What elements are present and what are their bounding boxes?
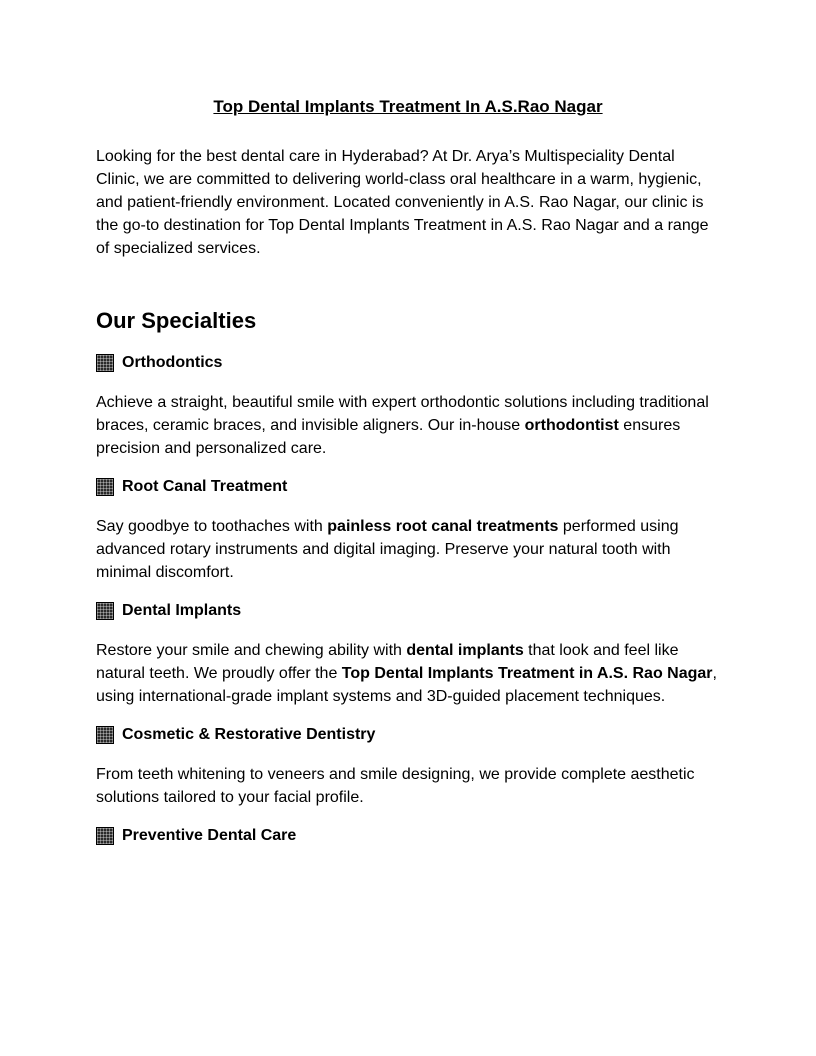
grid-square-icon xyxy=(96,726,114,744)
specialty-heading-label: Dental Implants xyxy=(122,602,242,619)
bold-phrase: orthodontist xyxy=(524,417,619,434)
text-run: Say goodbye to toothaches with xyxy=(96,518,328,535)
specialty-item xyxy=(96,476,720,584)
specialties-list xyxy=(96,352,720,847)
specialty-item xyxy=(96,724,720,809)
specialty-item xyxy=(96,600,720,708)
specialty-heading-label: Root Canal Treatment xyxy=(122,478,288,495)
text-run: that look and feel like natural teeth. We proudly offer the xyxy=(96,642,679,682)
specialty-heading-label: Orthodontics xyxy=(122,354,223,371)
specialties-heading: Our Specialties xyxy=(96,308,257,333)
specialty-item xyxy=(96,352,720,460)
specialty-heading xyxy=(96,724,720,746)
text-run: performed using advanced rotary instruments and digital imaging. Preserve your natural tooth with minimal discomfort. xyxy=(96,518,679,581)
text-run: From teeth whitening to veneers and smile designing, we provide complete aesthetic solutions tailored to your facial profile. xyxy=(96,766,695,806)
text-run: , using international-grade implant systems and 3D-guided placement techniques. xyxy=(96,665,717,705)
specialty-heading-label: Cosmetic & Restorative Dentistry xyxy=(122,726,376,743)
text-run: Achieve a straight, beautiful smile with expert orthodontic solutions including traditional braces, ceramic braces, and invisible aligners. Our in-house xyxy=(96,394,709,434)
specialty-heading xyxy=(96,476,720,498)
specialty-item xyxy=(96,825,720,847)
document-title: Top Dental Implants Treatment In A.S.Rao Nagar xyxy=(213,97,603,116)
text-run: Restore your smile and chewing ability with xyxy=(96,642,407,659)
specialty-description xyxy=(96,639,720,708)
bold-phrase: dental implants xyxy=(406,642,524,659)
specialty-description xyxy=(96,763,720,809)
specialty-heading-label: Preventive Dental Care xyxy=(122,827,297,844)
bold-phrase: Top Dental Implants Treatment in A.S. Rao Nagar xyxy=(341,665,713,682)
specialty-description xyxy=(96,391,720,460)
specialty-description xyxy=(96,515,720,584)
grid-square-icon xyxy=(96,478,114,496)
specialty-heading xyxy=(96,825,720,847)
specialty-heading xyxy=(96,600,720,622)
grid-square-icon xyxy=(96,827,114,845)
grid-square-icon xyxy=(96,602,114,620)
bold-phrase: painless root canal treatments xyxy=(327,518,559,535)
specialty-heading xyxy=(96,352,720,374)
text-run: ensures precision and personalized care. xyxy=(96,417,681,457)
grid-square-icon xyxy=(96,354,114,372)
intro-paragraph: Looking for the best dental care in Hyderabad? At Dr. Arya’s Multispeciality Dental Clinic, we are committed to delivering world-class oral healthcare in a warm, hygienic, and patient-friendly environment. Located conveniently in A.S. Rao Nagar, our clinic is the go-to destination for Top Dental Implants Treatment in A.S. Rao Nagar and a range of specialized services. xyxy=(96,148,709,257)
